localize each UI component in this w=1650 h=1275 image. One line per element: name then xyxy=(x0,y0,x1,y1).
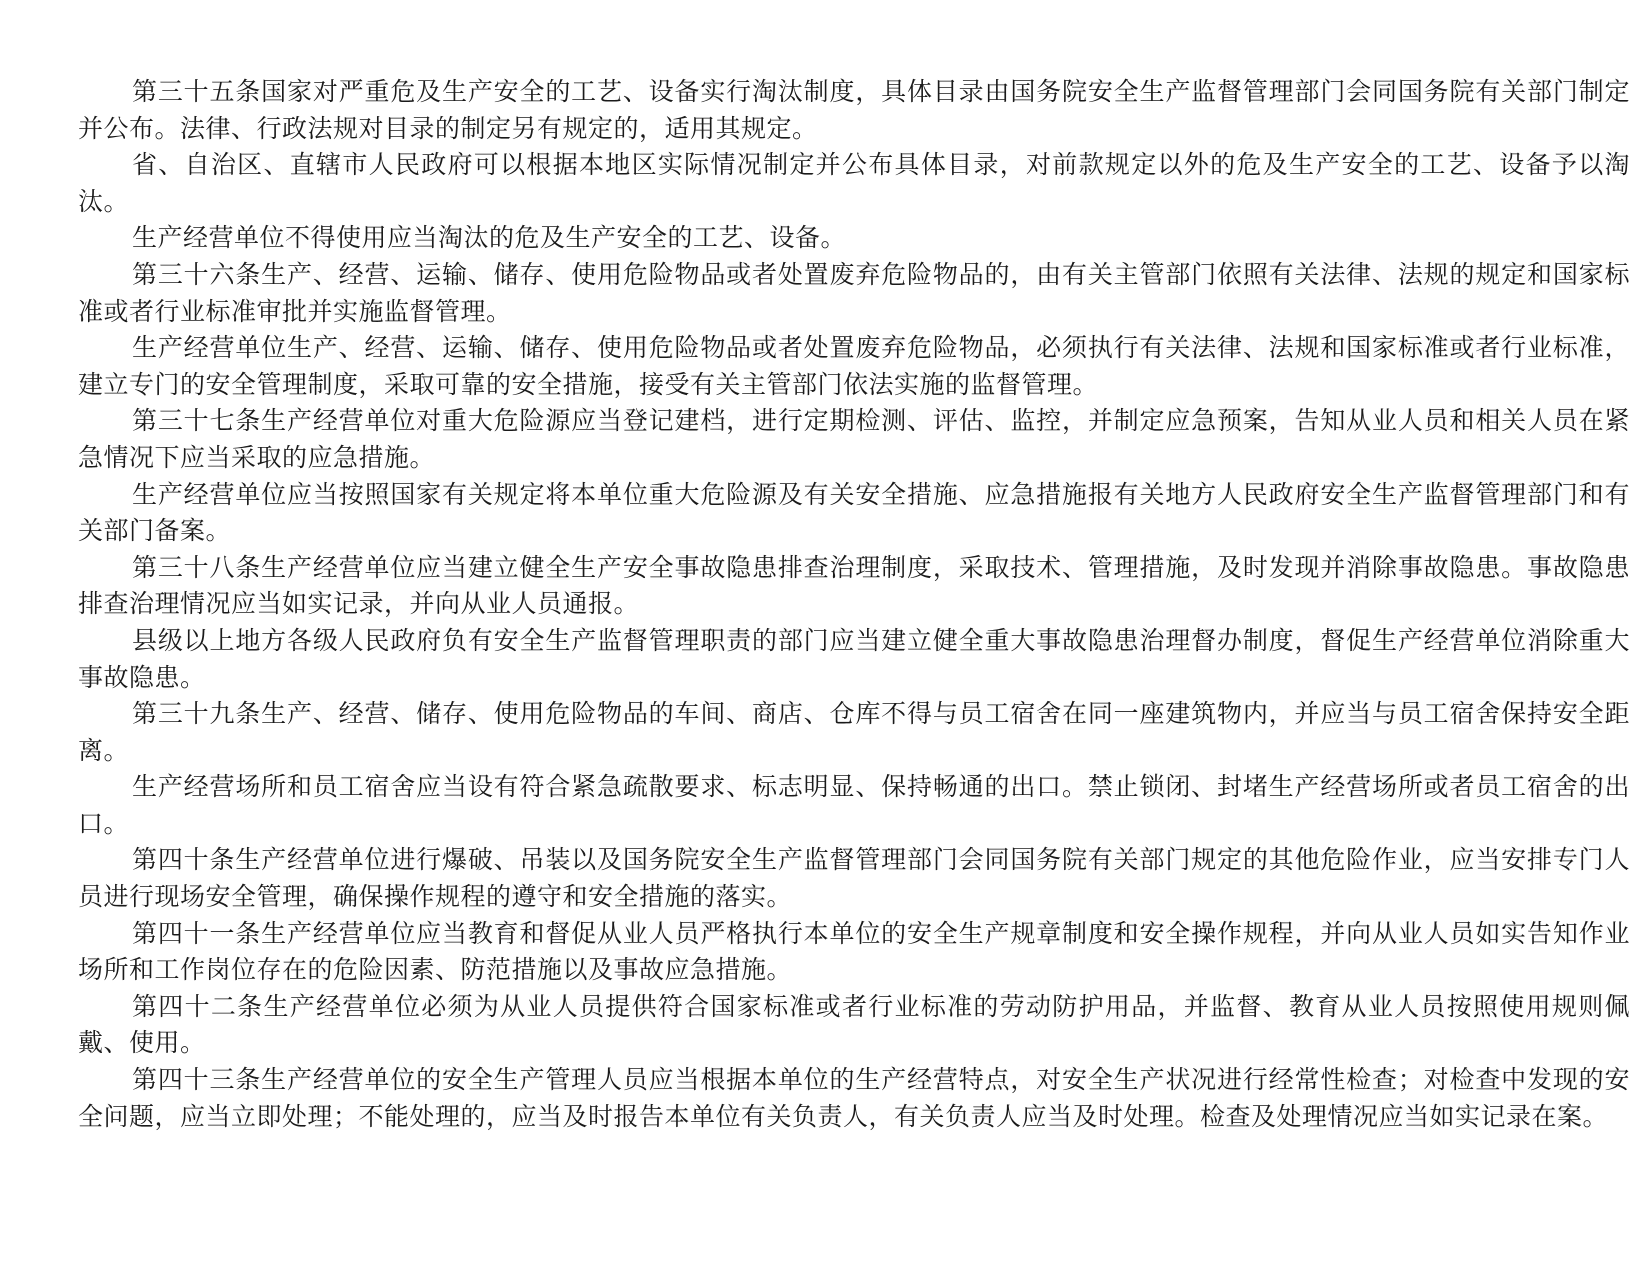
article-37-paragraph-2: 生产经营单位应当按照国家有关规定将本单位重大危险源及有关安全措施、应急措施报有关地方人民政府安全生产监督管理部门和有关部门备案。 xyxy=(78,479,1630,546)
article-43-paragraph: 第四十三条生产经营单位的安全生产管理人员应当根据本单位的生产经营特点，对安全生产状况进行经常性检查；对检查中发现的安全问题，应当立即处理；不能处理的，应当及时报告本单位有关负责人，有关负责人应当及时处理。检查及处理情况应当如实记录在案。 xyxy=(78,1065,1630,1131)
article-35-paragraph-1: 第三十五条国家对严重危及生产安全的工艺、设备实行淘汰制度，具体目录由国务院安全生产监督管理部门会同国务院有关部门制定并公布。法律、行政法规对目录的制定另有规定的，适用其规定。 xyxy=(78,77,1630,143)
article-36-paragraph-1: 第三十六条生产、经营、运输、储存、使用危险物品或者处置废弃危险物品的，由有关主管部门依照有关法律、法规的规定和国家标准或者行业标准审批并实施监督管理。 xyxy=(78,259,1630,326)
article-35-paragraph-3: 生产经营单位不得使用应当淘汰的危及生产安全的工艺、设备。 xyxy=(132,223,847,253)
article-39-paragraph-1: 第三十九条生产、经营、储存、使用危险物品的车间、商店、仓库不得与员工宿舍在同一座建筑物内，并应当与员工宿舍保持安全距离。 xyxy=(78,699,1630,765)
article-40-paragraph: 第四十条生产经营单位进行爆破、吊装以及国务院安全生产监督管理部门会同国务院有关部门规定的其他危险作业，应当安排专门人员进行现场安全管理，确保操作规程的遵守和安全措施的落实。 xyxy=(78,845,1630,912)
article-39-paragraph-2: 生产经营场所和员工宿舍应当设有符合紧急疏散要求、标志明显、保持畅通的出口。禁止锁闭、封堵生产经营场所或者员工宿舍的出口。 xyxy=(78,772,1630,838)
article-37-paragraph-1: 第三十七条生产经营单位对重大危险源应当登记建档，进行定期检测、评估、监控，并制定应急预案，告知从业人员和相关人员在紧急情况下应当采取的应急措施。 xyxy=(78,406,1630,472)
article-38-paragraph-2: 县级以上地方各级人民政府负有安全生产监督管理职责的部门应当建立健全重大事故隐患治理督办制度，督促生产经营单位消除重大事故隐患。 xyxy=(78,625,1630,692)
article-42-paragraph: 第四十二条生产经营单位必须为从业人员提供符合国家标准或者行业标准的劳动防护用品，并监督、教育从业人员按照使用规则佩戴、使用。 xyxy=(78,991,1630,1058)
article-35-paragraph-2: 省、自治区、直辖市人民政府可以根据本地区实际情况制定并公布具体目录，对前款规定以外的危及生产安全的工艺、设备予以淘汰。 xyxy=(78,150,1630,216)
document-body xyxy=(78,74,1630,1135)
article-38-paragraph-1: 第三十八条生产经营单位应当建立健全生产安全事故隐患排查治理制度，采取技术、管理措施，及时发现并消除事故隐患。事故隐患排查治理情况应当如实记录，并向从业人员通报。 xyxy=(78,552,1630,619)
article-41-paragraph: 第四十一条生产经营单位应当教育和督促从业人员严格执行本单位的安全生产规章制度和安全操作规程，并向从业人员如实告知作业场所和工作岗位存在的危险因素、防范措施以及事故应急措施。 xyxy=(78,918,1630,985)
article-36-paragraph-2: 生产经营单位生产、经营、运输、储存、使用危险物品或者处置废弃危险物品，必须执行有关法律、法规和国家标准或者行业标准，建立专门的安全管理制度，采取可靠的安全措施，接受有关主管部门依法实施的监督管理。 xyxy=(78,333,1630,399)
